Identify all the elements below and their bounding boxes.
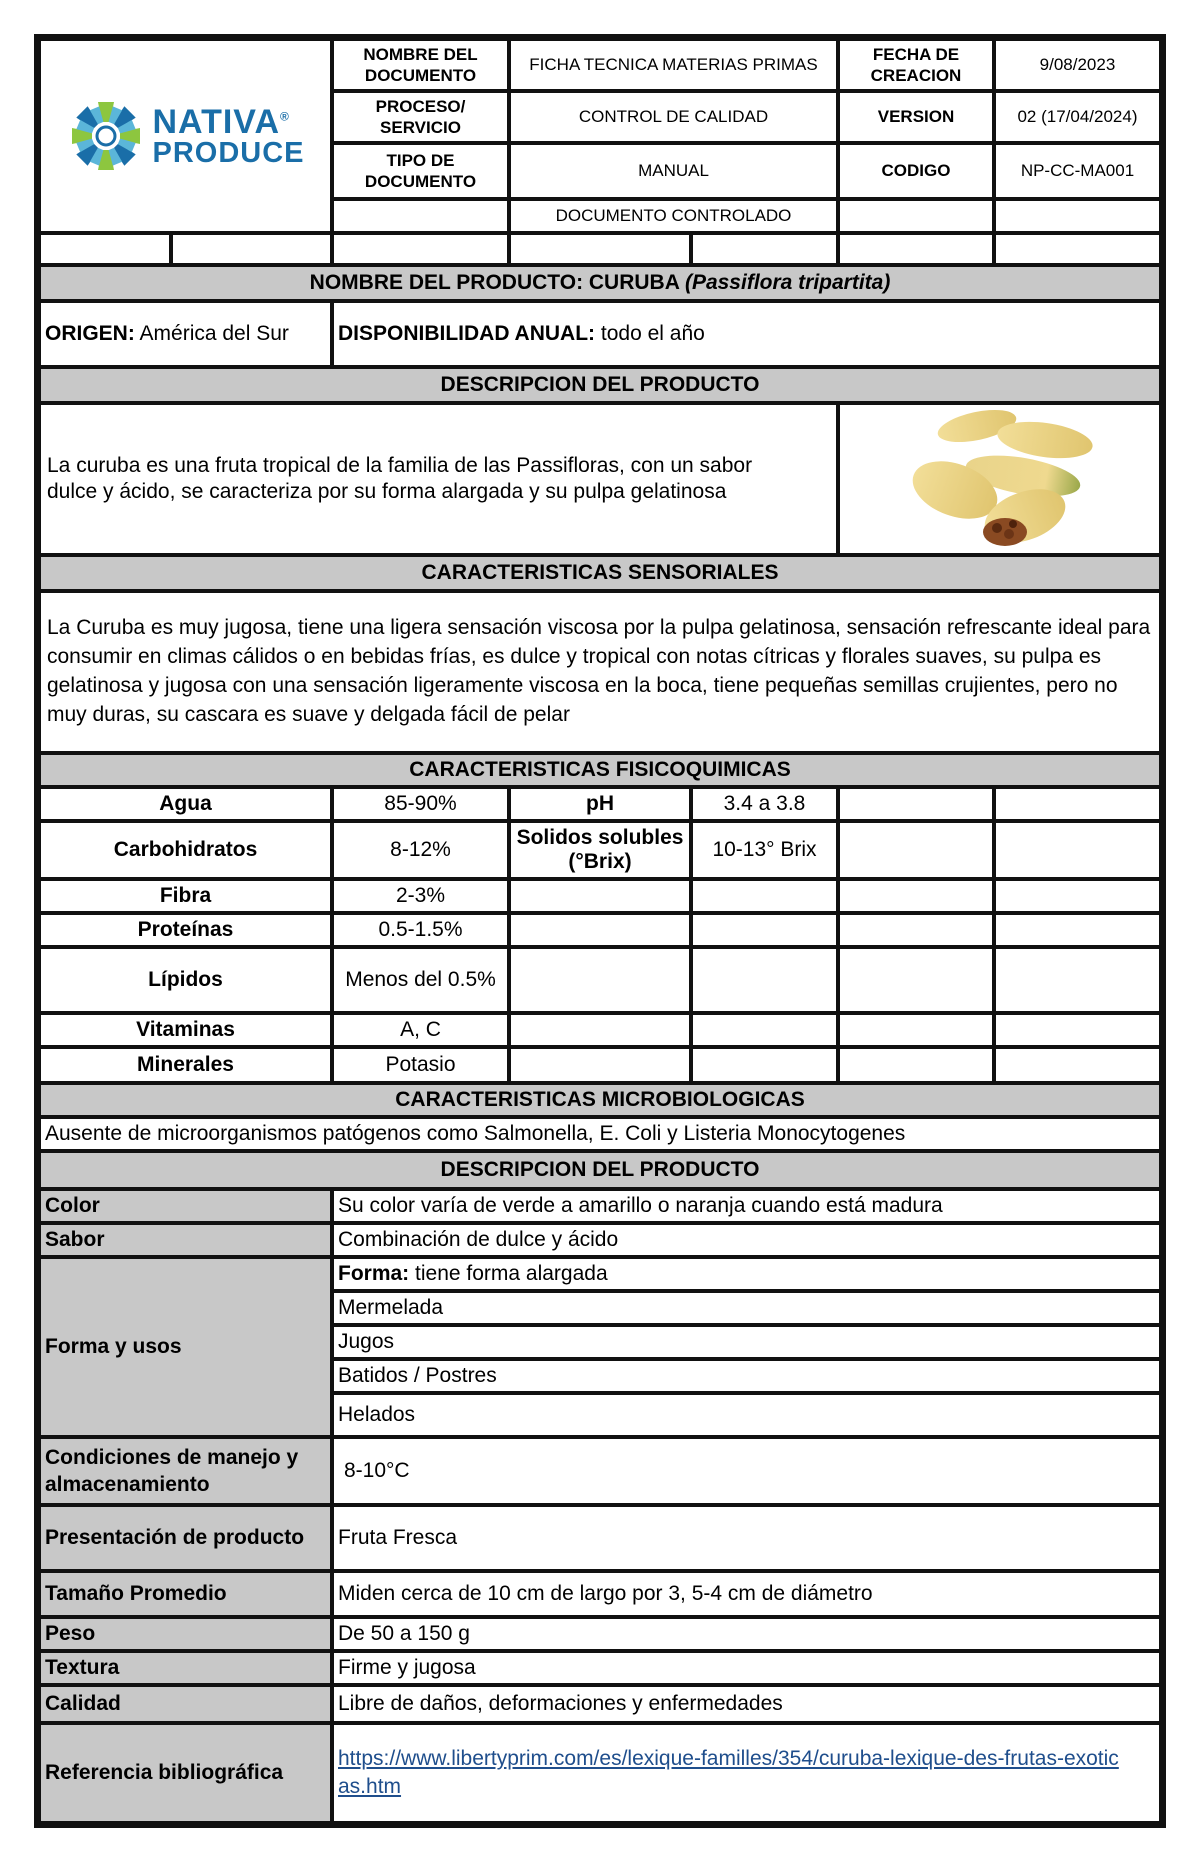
ref-cell [331, 1722, 1162, 1824]
sensory-heading: CARACTERISTICAS SENSORIALES [38, 554, 1162, 592]
empty-cell [993, 232, 1162, 266]
description-text: La curuba es una fruta tropical de la familia de las Passifloras, con un sabor dulce y ácido, se caracteriza por su forma alargada y su pulpa gelatinosa [38, 402, 839, 556]
physchem-name: Lípidos [38, 946, 333, 1014]
nativa-logo-icon [66, 96, 146, 176]
empty-cell [993, 912, 1162, 948]
product-title: NOMBRE DEL PRODUCTO: CURUBA (Passiflora tripartita) [38, 264, 1162, 302]
micro-heading: CARACTERISTICAS MICROBIOLOGICAS [38, 1082, 1162, 1118]
physchem-value: Potasio [331, 1046, 510, 1084]
empty-cell [837, 820, 995, 880]
controlled-label: DOCUMENTO CONTROLADO [508, 198, 839, 234]
peso-label: Peso [38, 1616, 333, 1652]
physchem-name: Agua [38, 786, 333, 822]
color-label: Color [38, 1188, 333, 1224]
physchem-name2: Solidos solubles (°Brix) [508, 820, 692, 880]
physchem-value: 85-90% [331, 786, 510, 822]
sabor-label: Sabor [38, 1222, 333, 1258]
uso-item: Helados [331, 1392, 1162, 1438]
empty-cell [993, 878, 1162, 914]
created-value: 9/08/2023 [993, 38, 1162, 92]
ref-link[interactable]: https://www.libertyprim.com/es/lexique-familles/354/curuba-lexique-des-frutas-exoticas.htm [338, 1746, 1119, 1798]
empty-cell [837, 198, 995, 234]
empty-cell [993, 786, 1162, 822]
physchem-value: 0.5-1.5% [331, 912, 510, 948]
logo-wordmark: NATIVA® PRODUCE [152, 102, 305, 169]
empty-cell [993, 1012, 1162, 1048]
uso-item: Batidos / Postres [331, 1358, 1162, 1394]
empty-cell [837, 786, 995, 822]
product-image [837, 402, 1162, 556]
physchem-name2 [508, 1046, 692, 1084]
calidad-label: Calidad [38, 1684, 333, 1724]
pres-value: Fruta Fresca [331, 1504, 1162, 1572]
process-label: PROCESO/ SERVICIO [331, 90, 510, 144]
doc-name-value: FICHA TECNICA MATERIAS PRIMAS [508, 38, 839, 92]
physchem-name2: pH [508, 786, 692, 822]
empty-cell [331, 232, 510, 266]
physchem-value2 [690, 912, 839, 948]
sabor-value: Combinación de dulce y ácido [331, 1222, 1162, 1258]
empty-cell [837, 1012, 995, 1048]
process-value: CONTROL DE CALIDAD [508, 90, 839, 144]
textura-label: Textura [38, 1650, 333, 1686]
micro-text: Ausente de microorganismos patógenos como Salmonella, E. Coli y Listeria Monocytogenes [38, 1116, 1162, 1152]
color-value: Su color varía de verde a amarillo o naranja cuando está madura [331, 1188, 1162, 1224]
physchem-value2 [690, 1046, 839, 1084]
logo-cell [38, 38, 333, 234]
code-label: CODIGO [837, 142, 995, 200]
empty-cell [993, 1046, 1162, 1084]
physchem-value2 [690, 878, 839, 914]
empty-cell [993, 820, 1162, 880]
physchem-value2 [690, 1012, 839, 1048]
version-value: 02 (17/04/2024) [993, 90, 1162, 144]
pres-label: Presentación de producto [38, 1504, 333, 1572]
empty-cell [508, 232, 692, 266]
tam-label: Tamaño Promedio [38, 1570, 333, 1618]
cond-value: 8-10°C [331, 1436, 1162, 1506]
physchem-heading: CARACTERISTICAS FISICOQUIMICAS [38, 752, 1162, 788]
physchem-value2 [690, 946, 839, 1014]
doc-name-label: NOMBRE DEL DOCUMENTO [331, 38, 510, 92]
details-heading: DESCRIPCION DEL PRODUCTO [38, 1150, 1162, 1190]
empty-cell [993, 198, 1162, 234]
empty-cell [837, 1046, 995, 1084]
empty-cell [993, 946, 1162, 1014]
physchem-name: Fibra [38, 878, 333, 914]
empty-cell [837, 878, 995, 914]
forma-label: Forma y usos [38, 1256, 333, 1438]
uso-item: Jugos [331, 1324, 1162, 1360]
physchem-value2: 3.4 a 3.8 [690, 786, 839, 822]
uso-item: Mermelada [331, 1290, 1162, 1326]
physchem-name2 [508, 946, 692, 1014]
curuba-fruit-image [905, 406, 1095, 552]
calidad-value: Libre de daños, deformaciones y enfermedades [331, 1684, 1162, 1724]
physchem-name: Carbohidratos [38, 820, 333, 880]
physchem-value: 2-3% [331, 878, 510, 914]
version-label: VERSION [837, 90, 995, 144]
empty-cell [690, 232, 839, 266]
forma-value: Forma: tiene forma alargada [331, 1256, 1162, 1292]
textura-value: Firme y jugosa [331, 1650, 1162, 1686]
ref-label: Referencia bibliográfica [38, 1722, 333, 1824]
availability-cell: DISPONIBILIDAD ANUAL: todo el año [331, 300, 1162, 368]
physchem-value: 8-12% [331, 820, 510, 880]
physchem-name: Vitaminas [38, 1012, 333, 1048]
physchem-value2: 10-13° Brix [690, 820, 839, 880]
origin-cell: ORIGEN: América del Sur [38, 300, 333, 368]
physchem-name2 [508, 912, 692, 948]
empty-cell [170, 232, 333, 266]
empty-cell [38, 232, 172, 266]
physchem-name: Proteínas [38, 912, 333, 948]
physchem-value: Menos del 0.5% [331, 946, 510, 1014]
empty-cell [837, 912, 995, 948]
cond-label: Condiciones de manejo y almacenamiento [38, 1436, 333, 1506]
physchem-name2 [508, 878, 692, 914]
physchem-value: A, C [331, 1012, 510, 1048]
created-label: FECHA DE CREACION [837, 38, 995, 92]
tam-value: Miden cerca de 10 cm de largo por 3, 5-4 cm de diámetro [331, 1570, 1162, 1618]
sensory-text: La Curuba es muy jugosa, tiene una ligera sensación viscosa por la pulpa gelatinosa, sensación refrescante ideal para consumir en climas cálidos o en bebidas frías, es dulce y tropical con notas cítricas y florales suaves, su pulpa es gelatinosa y jugosa con una sensación ligeramente viscosa en la boca, tiene pequeñas semillas crujientes, pero no muy duras, su cascara es suave y delgada fácil de pelar [38, 590, 1162, 754]
code-value: NP-CC-MA001 [993, 142, 1162, 200]
doctype-value: MANUAL [508, 142, 839, 200]
description-heading: DESCRIPCION DEL PRODUCTO [38, 366, 1162, 404]
empty-cell [837, 946, 995, 1014]
physchem-name: Minerales [38, 1046, 333, 1084]
peso-value: De 50 a 150 g [331, 1616, 1162, 1652]
empty-cell [837, 232, 995, 266]
physchem-name2 [508, 1012, 692, 1048]
doctype-label: TIPO DE DOCUMENTO [331, 142, 510, 200]
empty-cell [331, 198, 510, 234]
